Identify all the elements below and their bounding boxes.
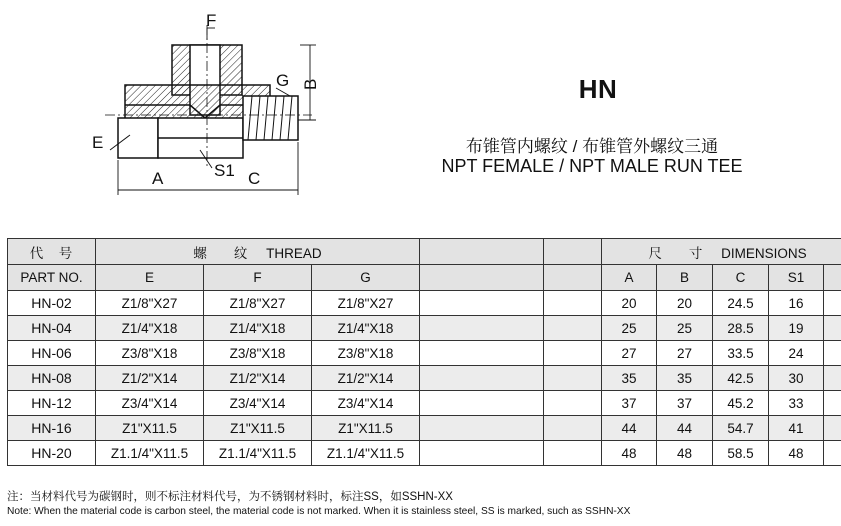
cell-part-no: HN-12: [8, 391, 96, 416]
table-header-row-1: [8, 239, 841, 265]
header-thread-cn: 螺 纹: [193, 245, 248, 261]
col-f: F: [204, 265, 312, 291]
note-cn: 注：当材料代号为碳钢时，则不标注材料代号，为不锈钢材料时，标注SS，如SSHN-XX: [7, 491, 453, 503]
cell-thread-f: Z1/8"X27: [204, 291, 312, 316]
product-subtitle-cn: 布锥管内螺纹 / 布锥管外螺纹三通: [465, 137, 719, 156]
cell-blank: [544, 316, 602, 341]
cell-blank: [824, 391, 841, 416]
product-subtitle-en: NPT FEMALE / NPT MALE RUN TEE: [441, 156, 743, 176]
cell-part-no: HN-20: [8, 441, 96, 466]
cell-dim-b: 20: [657, 291, 713, 316]
col-blank-2: [544, 265, 602, 291]
col-blank-3: [824, 265, 841, 291]
col-b: B: [657, 265, 713, 291]
cell-dim-c: 24.5: [713, 291, 769, 316]
cell-blank: [420, 291, 544, 316]
cell-thread-e: Z1/4"X18: [96, 316, 204, 341]
cell-thread-f: Z3/8"X18: [204, 341, 312, 366]
cell-blank: [420, 416, 544, 441]
cell-blank: [544, 366, 602, 391]
header-thread: [96, 239, 420, 265]
cell-part-no: HN-02: [8, 291, 96, 316]
cell-blank: [824, 416, 841, 441]
cell-dim-a: 27: [602, 341, 657, 366]
cell-thread-e: Z1/8"X27: [96, 291, 204, 316]
cell-thread-g: Z1/4"X18: [312, 316, 420, 341]
cell-thread-g: Z3/8"X18: [312, 341, 420, 366]
table-row: [8, 391, 841, 416]
col-a: A: [602, 265, 657, 291]
col-c: C: [713, 265, 769, 291]
cell-dim-s1: 30: [769, 366, 824, 391]
cell-dim-a: 48: [602, 441, 657, 466]
spec-table-body: [8, 291, 841, 466]
col-blank-1: [420, 265, 544, 291]
cell-blank: [420, 391, 544, 416]
header-code: [8, 239, 96, 265]
cell-dim-a: 25: [602, 316, 657, 341]
cell-blank: [544, 441, 602, 466]
cell-dim-c: 28.5: [713, 316, 769, 341]
table-row: [8, 366, 841, 391]
cell-blank: [420, 341, 544, 366]
header-blank-2: [544, 239, 602, 265]
label-b: B: [301, 78, 320, 90]
cell-part-no: HN-16: [8, 416, 96, 441]
cell-thread-e: Z1.1/4"X11.5: [96, 441, 204, 466]
cell-dim-s1: 33: [769, 391, 824, 416]
cell-blank: [544, 416, 602, 441]
cell-dim-s1: 19: [769, 316, 824, 341]
cell-thread-f: Z1.1/4"X11.5: [204, 441, 312, 466]
cell-blank: [544, 341, 602, 366]
cell-dim-a: 37: [602, 391, 657, 416]
label-c: C: [248, 169, 261, 188]
cell-blank: [824, 341, 841, 366]
cell-thread-e: Z1"X11.5: [96, 416, 204, 441]
cell-dim-s1: 24: [769, 341, 824, 366]
cell-dim-c: 54.7: [713, 416, 769, 441]
cell-thread-f: Z1"X11.5: [204, 416, 312, 441]
cell-blank: [824, 291, 841, 316]
cell-thread-g: Z1.1/4"X11.5: [312, 441, 420, 466]
col-s1: S1: [769, 265, 824, 291]
cell-thread-g: Z1/2"X14: [312, 366, 420, 391]
product-title: HN: [578, 74, 618, 104]
cell-blank: [420, 441, 544, 466]
label-g: G: [276, 71, 290, 90]
cell-thread-e: Z3/4"X14: [96, 391, 204, 416]
header-dimensions: [602, 239, 841, 265]
cell-dim-b: 25: [657, 316, 713, 341]
cell-thread-g: Z1/8"X27: [312, 291, 420, 316]
cell-blank: [420, 366, 544, 391]
cell-blank: [420, 316, 544, 341]
cell-dim-s1: 48: [769, 441, 824, 466]
cell-dim-c: 58.5: [713, 441, 769, 466]
cell-dim-b: 44: [657, 416, 713, 441]
note-en: Note: When the material code is carbon steel, the material code is not marked. When it is stainless steel, SS is marked, such as SSHN-XX: [7, 506, 631, 517]
cell-dim-s1: 41: [769, 416, 824, 441]
cell-dim-a: 35: [602, 366, 657, 391]
table-row: [8, 441, 841, 466]
cell-part-no: HN-06: [8, 341, 96, 366]
header-dims-cn: 尺 寸: [648, 245, 703, 261]
header-dims-en: DIMENSIONS: [721, 245, 807, 261]
cell-dim-b: 27: [657, 341, 713, 366]
spec-table: [7, 238, 841, 466]
cell-part-no: HN-08: [8, 366, 96, 391]
table-row: [8, 416, 841, 441]
header-blank-1: [420, 239, 544, 265]
cell-blank: [544, 391, 602, 416]
cell-dim-b: 35: [657, 366, 713, 391]
cell-blank: [824, 441, 841, 466]
header-code-cn: 代 号: [29, 245, 74, 261]
table-row: [8, 291, 841, 316]
notes: [7, 490, 837, 519]
cell-thread-f: Z1/4"X18: [204, 316, 312, 341]
label-a: A: [152, 169, 164, 188]
col-e: E: [96, 265, 204, 291]
fitting-body: [105, 25, 312, 168]
cell-dim-b: 48: [657, 441, 713, 466]
header-part-no: PART NO.: [8, 265, 96, 291]
tee-fitting-drawing: [0, 0, 430, 225]
cell-dim-s1: 16: [769, 291, 824, 316]
label-f: F: [206, 11, 217, 30]
header-thread-en: THREAD: [266, 245, 322, 261]
label-e: E: [92, 133, 104, 152]
cell-thread-f: Z1/2"X14: [204, 366, 312, 391]
cell-dim-c: 45.2: [713, 391, 769, 416]
cell-thread-g: Z3/4"X14: [312, 391, 420, 416]
cell-thread-g: Z1"X11.5: [312, 416, 420, 441]
col-g: G: [312, 265, 420, 291]
cell-dim-c: 33.5: [713, 341, 769, 366]
cell-part-no: HN-04: [8, 316, 96, 341]
cell-dim-c: 42.5: [713, 366, 769, 391]
cell-thread-f: Z3/4"X14: [204, 391, 312, 416]
cell-blank: [824, 316, 841, 341]
table-row: [8, 316, 841, 341]
table-row: [8, 341, 841, 366]
cell-dim-b: 37: [657, 391, 713, 416]
cell-blank: [824, 366, 841, 391]
cell-blank: [544, 291, 602, 316]
table-header-row-2: [8, 265, 841, 291]
cell-thread-e: Z1/2"X14: [96, 366, 204, 391]
cell-dim-a: 44: [602, 416, 657, 441]
cell-dim-a: 20: [602, 291, 657, 316]
cell-thread-e: Z3/8"X18: [96, 341, 204, 366]
label-s1: S1: [214, 161, 235, 180]
left-end: [118, 118, 158, 158]
